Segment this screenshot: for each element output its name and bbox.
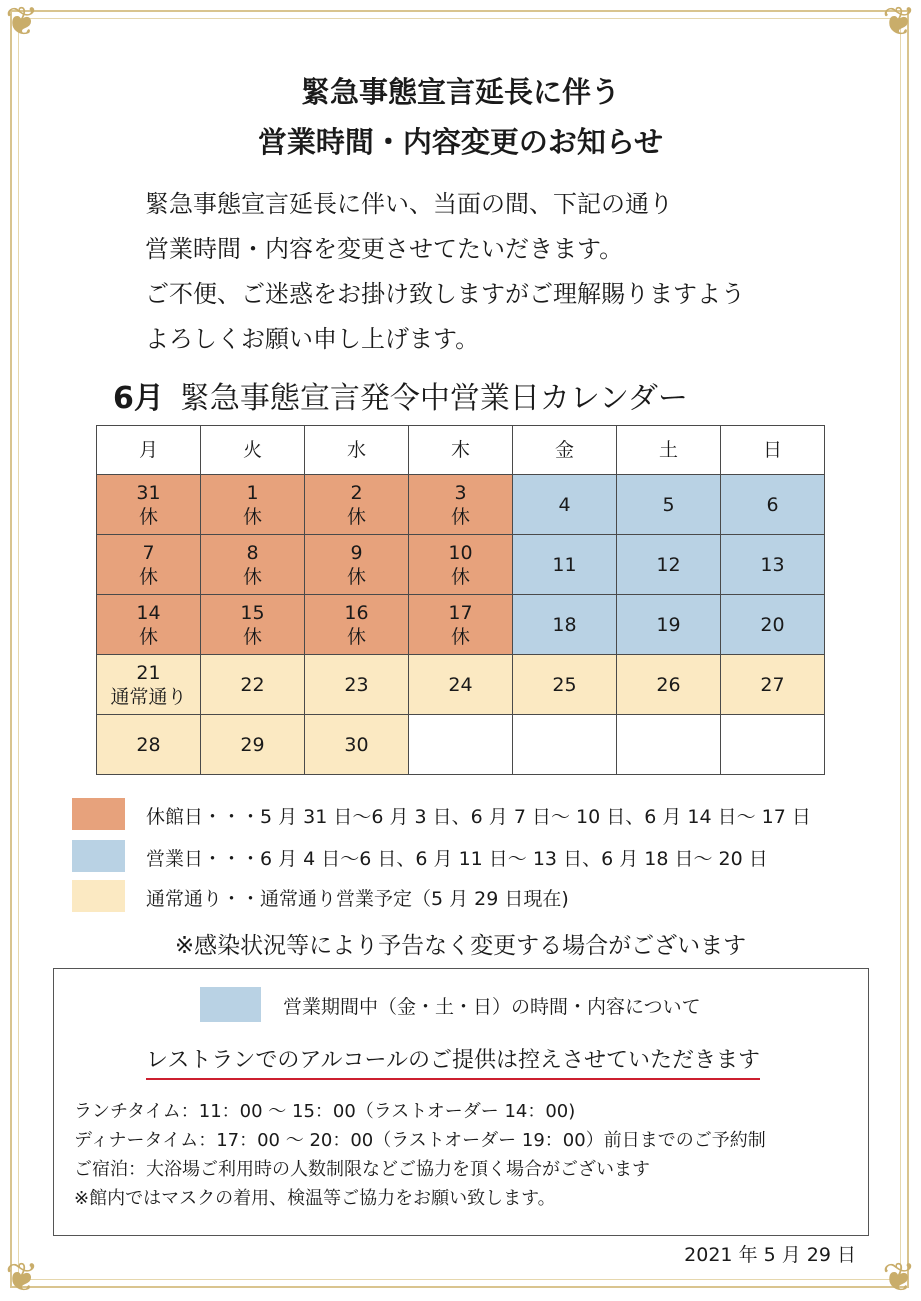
calendar-day-cell <box>305 475 409 535</box>
calendar-week-row <box>97 475 825 535</box>
weekday-header-row <box>97 426 825 475</box>
calendar-day-cell <box>513 595 617 655</box>
calendar-day-cell <box>305 655 409 715</box>
day-note: 休 <box>450 505 470 528</box>
business-calendar <box>96 425 825 775</box>
weekday-label: 土 <box>617 426 721 475</box>
business-details-box <box>53 968 869 1236</box>
calendar-day-cell <box>97 475 201 535</box>
day-note: 休 <box>346 565 366 588</box>
day-number: 11 <box>552 553 577 576</box>
day-number: 4 <box>558 493 571 516</box>
day-number: 10 <box>448 541 473 564</box>
corner-ornament-icon: ❦ <box>5 1255 39 1301</box>
day-note: 休 <box>138 625 158 648</box>
day-note: 通常通り <box>110 685 187 708</box>
calendar-day-cell <box>513 535 617 595</box>
calendar-month: 6月 <box>113 381 164 416</box>
calendar-day-cell <box>617 595 721 655</box>
day-number: 23 <box>344 673 369 696</box>
calendar-day-cell <box>201 595 305 655</box>
legend-swatch-normal <box>72 880 125 912</box>
legend-text-normal: 通常通り・・通常通り営業予定（5 月 29 日現在) <box>146 888 569 910</box>
alcohol-notice: レストランでのアルコールのご提供は控えさせていただきます <box>146 1043 760 1080</box>
calendar-day-cell <box>721 535 825 595</box>
intro-paragraph <box>145 182 745 362</box>
calendar-day-cell <box>409 475 513 535</box>
day-note: 休 <box>138 565 158 588</box>
weekday-label: 木 <box>409 426 513 475</box>
day-number: 24 <box>448 673 473 696</box>
day-number: 25 <box>552 673 577 696</box>
day-number: 28 <box>136 733 161 756</box>
detail-line: ディナータイム：17：00 ～ 20：00（ラストオーダー 19：00）前日までのご予約制 <box>74 1130 766 1151</box>
detail-line: ご宿泊：大浴場ご利用時の人数制限などご協力を頂く場合がございます <box>74 1159 650 1180</box>
legend-swatch-open <box>72 840 125 872</box>
calendar-day-cell <box>721 715 825 775</box>
day-note: 休 <box>450 565 470 588</box>
day-note: 休 <box>242 505 262 528</box>
detail-line: ランチタイム：11：00 ～ 15：00（ラストオーダー 14：00) <box>74 1101 576 1122</box>
day-number: 19 <box>656 613 681 636</box>
calendar-day-cell <box>617 655 721 715</box>
calendar-title: 緊急事態宣言発令中営業日カレンダー <box>179 381 688 416</box>
day-number: 1 <box>246 481 259 504</box>
calendar-day-cell <box>617 535 721 595</box>
calendar-day-cell <box>617 475 721 535</box>
calendar-body <box>97 475 825 775</box>
day-number: 20 <box>760 613 785 636</box>
box-heading: 営業期間中（金・土・日）の時間・内容について <box>283 996 701 1018</box>
day-number: 3 <box>454 481 467 504</box>
day-number: 6 <box>766 493 779 516</box>
day-number: 14 <box>136 601 161 624</box>
calendar-day-cell <box>97 595 201 655</box>
day-number: 16 <box>344 601 369 624</box>
day-number: 17 <box>448 601 473 624</box>
calendar-day-cell <box>97 715 201 775</box>
calendar-day-cell <box>305 535 409 595</box>
corner-ornament-icon: ❦ <box>882 1255 916 1301</box>
day-number: 5 <box>662 493 675 516</box>
day-number: 18 <box>552 613 577 636</box>
change-notice: ※感染状況等により予告なく変更する場合がございます <box>174 933 747 959</box>
legend-text-open: 営業日・・・6 月 4 日～6 日、6 月 11 日～ 13 日、6 月 18 日～ 20 日 <box>146 848 768 870</box>
calendar-week-row <box>97 655 825 715</box>
calendar-day-cell <box>721 655 825 715</box>
calendar-day-cell <box>97 535 201 595</box>
day-note: 休 <box>138 505 158 528</box>
page-subtitle: 営業時間・内容変更のお知らせ <box>257 125 664 159</box>
day-note: 休 <box>450 625 470 648</box>
weekday-label: 火 <box>201 426 305 475</box>
calendar-day-cell <box>97 655 201 715</box>
day-note: 休 <box>346 625 366 648</box>
weekday-label: 金 <box>513 426 617 475</box>
calendar-day-cell <box>513 655 617 715</box>
calendar-heading <box>113 373 688 417</box>
corner-ornament-icon: ❦ <box>882 0 916 45</box>
day-number: 15 <box>240 601 265 624</box>
calendar-day-cell <box>201 655 305 715</box>
corner-ornament-icon: ❦ <box>5 0 39 45</box>
calendar-day-cell <box>409 655 513 715</box>
calendar-day-cell <box>201 475 305 535</box>
calendar-day-cell <box>409 535 513 595</box>
day-number: 30 <box>344 733 369 756</box>
weekday-label: 水 <box>305 426 409 475</box>
box-details <box>74 1097 766 1213</box>
calendar-day-cell <box>721 475 825 535</box>
calendar-day-cell <box>513 715 617 775</box>
legend-text-closed: 休館日・・・5 月 31 日～6 月 3 日、6 月 7 日～ 10 日、6 月 14 日～ 17 日 <box>146 806 811 828</box>
day-number: 22 <box>240 673 265 696</box>
calendar-day-cell <box>201 535 305 595</box>
calendar-week-row <box>97 595 825 655</box>
legend-swatch-closed <box>72 798 125 830</box>
box-swatch-open <box>200 987 261 1022</box>
calendar-day-cell <box>513 475 617 535</box>
day-number: 13 <box>760 553 785 576</box>
day-number: 21 <box>136 661 161 684</box>
calendar-day-cell <box>305 715 409 775</box>
day-note: 休 <box>242 565 262 588</box>
detail-line: ※館内ではマスクの着用、検温等ご協力をお願い致します。 <box>74 1188 556 1209</box>
weekday-label: 日 <box>721 426 825 475</box>
calendar-day-cell <box>721 595 825 655</box>
page-title: 緊急事態宣言延長に伴う <box>300 75 620 109</box>
intro-line: 営業時間・内容を変更させてたいだきます。 <box>145 235 624 263</box>
day-number: 29 <box>240 733 265 756</box>
weekday-label: 月 <box>97 426 201 475</box>
day-number: 9 <box>350 541 363 564</box>
day-number: 27 <box>760 673 785 696</box>
calendar-day-cell <box>409 595 513 655</box>
day-note: 休 <box>346 505 366 528</box>
issue-date: 2021 年 5 月 29 日 <box>684 1244 856 1266</box>
day-number: 31 <box>136 481 161 504</box>
intro-line: ご不便、ご迷惑をお掛け致しますがご理解賜りますよう <box>145 280 745 308</box>
calendar-day-cell <box>617 715 721 775</box>
day-number: 7 <box>142 541 155 564</box>
calendar-day-cell <box>201 715 305 775</box>
calendar-week-row <box>97 715 825 775</box>
day-number: 8 <box>246 541 259 564</box>
calendar-day-cell <box>409 715 513 775</box>
intro-line: 緊急事態宣言延長に伴い、当面の間、下記の通り <box>145 190 673 218</box>
day-note: 休 <box>242 625 262 648</box>
day-number: 12 <box>656 553 681 576</box>
intro-line: よろしくお願い申し上げます。 <box>145 325 480 353</box>
calendar-day-cell <box>305 595 409 655</box>
day-number: 26 <box>656 673 681 696</box>
day-number: 2 <box>350 481 363 504</box>
calendar-week-row <box>97 535 825 595</box>
